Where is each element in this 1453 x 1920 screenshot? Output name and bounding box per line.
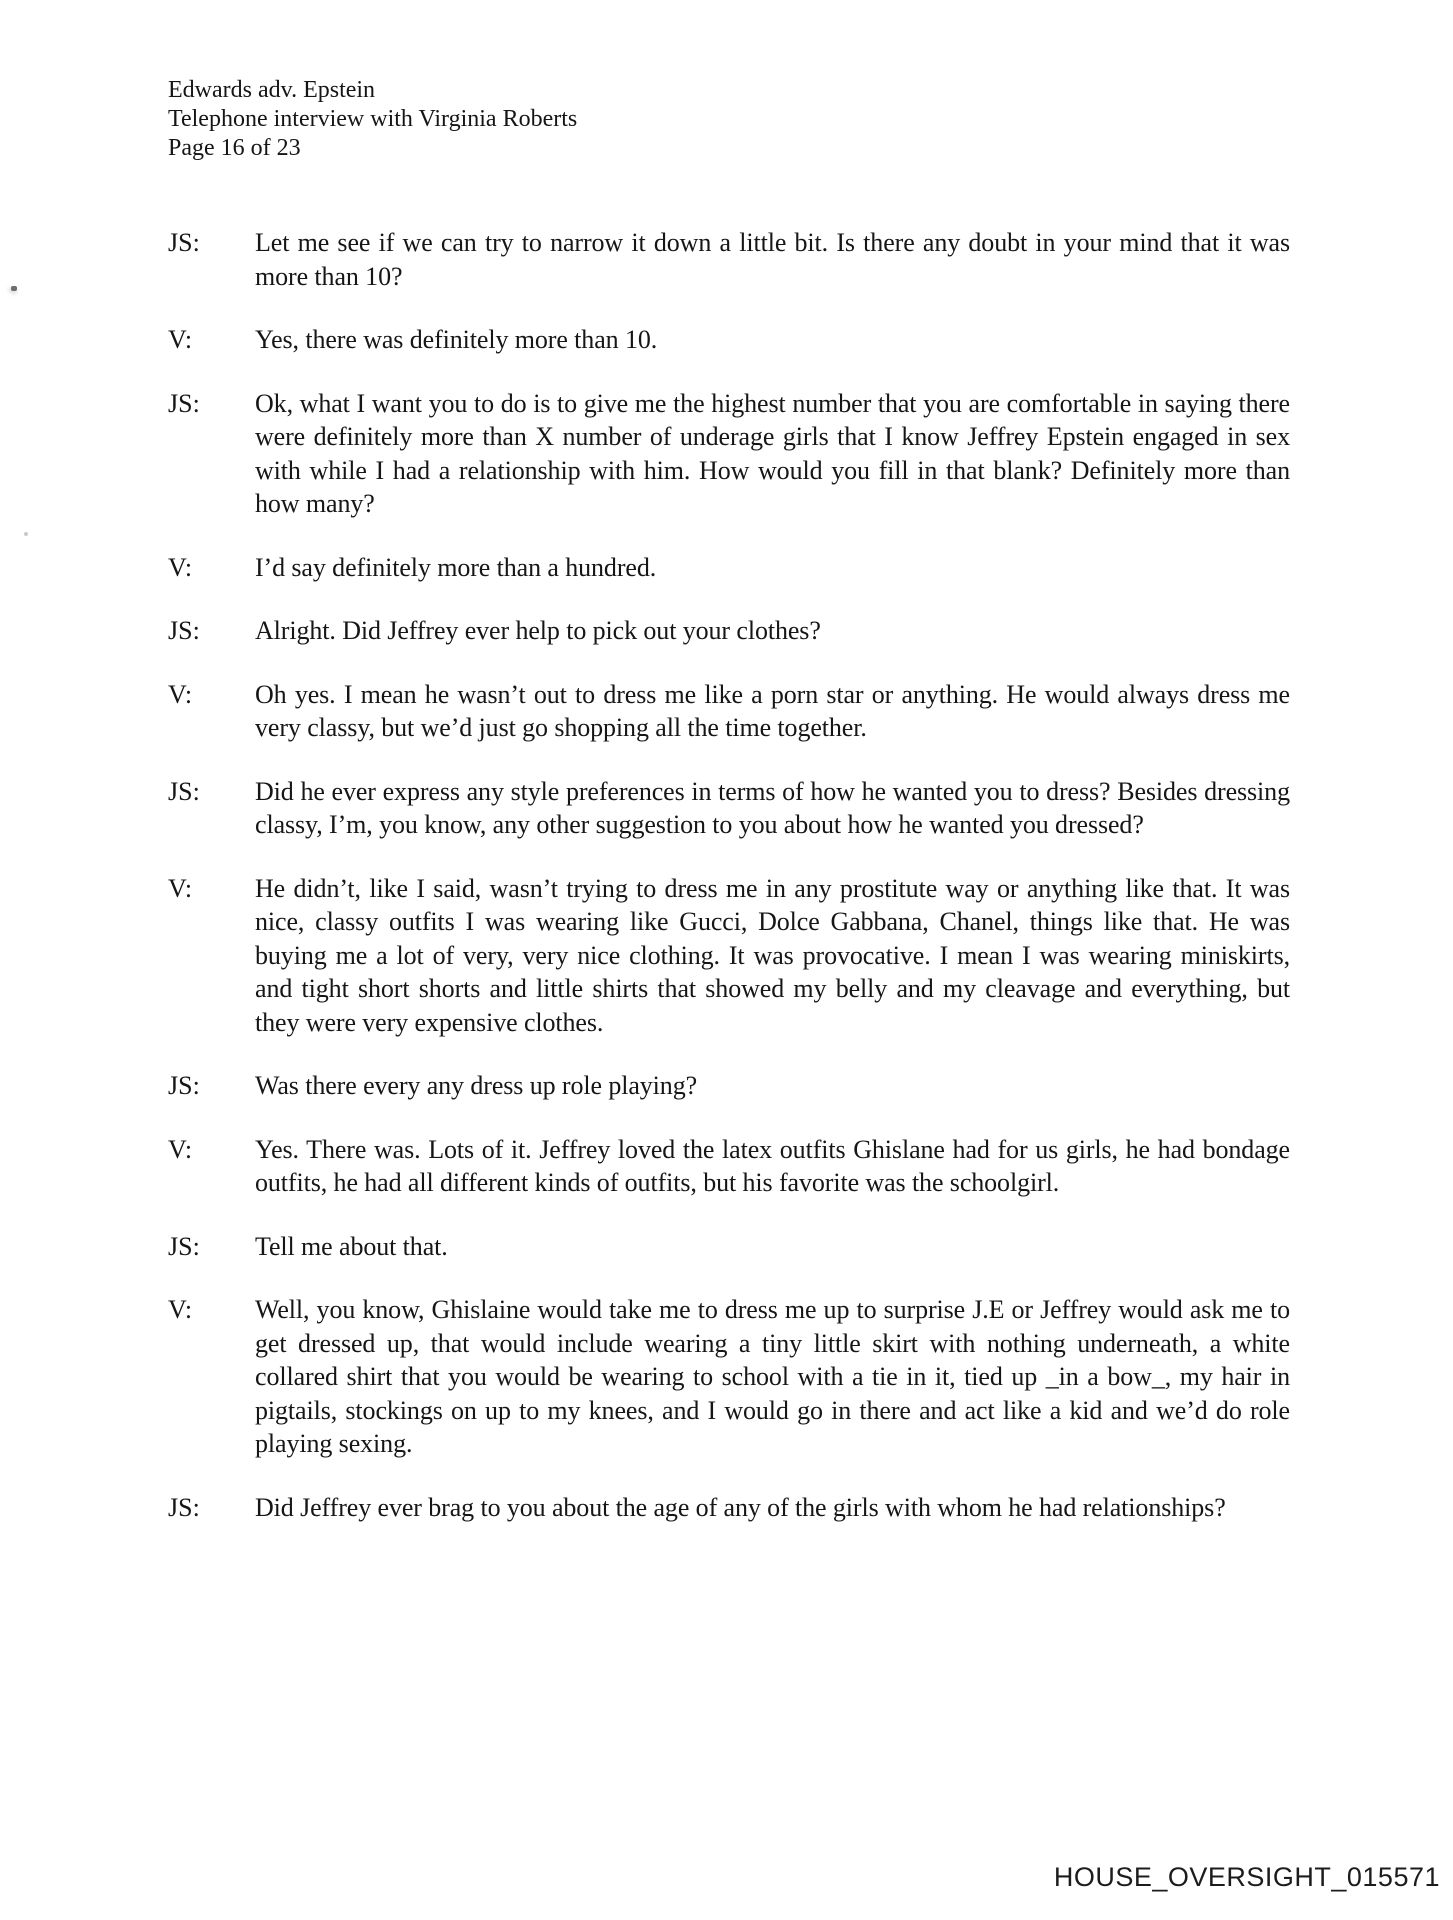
dialogue-row [168,551,1290,585]
dialogue-row [168,1230,1290,1264]
header-page-number: Page 16 of 23 [168,135,301,161]
speaker-utterance: Alright. Did Jeffrey ever help to pick out your clothes? [255,616,821,645]
scan-artifact-speck [24,532,28,536]
speaker-utterance: Tell me about that. [255,1231,448,1261]
speaker-utterance: Yes. There was. Lots of it. Jeffrey loved the latex outfits Ghislane had for us girls, he had bondage outfits, he had all different kinds of outfits, but his favorite was the schoolgirl. [255,1134,1290,1197]
speaker-utterance: Did he ever express any style preferences in terms of how he wanted you to dress? Besides dressing classy, I’m, you know, any other suggestion to you about how he wanted you dressed? [255,776,1290,839]
speaker-utterance: Yes, there was definitely more than 10. [255,325,658,354]
speaker-label: V: [168,1295,193,1324]
header-subtitle: Telephone interview with Virginia Roberts [168,106,578,132]
speaker-utterance: He didn’t, like I said, wasn’t trying to dress me in any prostitute way or anything like that. It was nice, classy outfits I was wearing like Gucci, Dolce Gabbana, Chanel, things like that. He was buying me a lot of very, very nice clothing. It was provocative. I mean I was wearing miniskirts, and tight short shorts and little shirts that showed my belly and my cleavage and everything, but they were very expensive clothes. [255,873,1290,1037]
dialogue-row [168,1069,1290,1103]
speaker-utterance: Oh yes. I mean he wasn’t out to dress me like a porn star or anything. He would always dress me very classy, but we’d just go shopping all the time together. [255,679,1290,742]
dialogue-row [168,226,1290,293]
speaker-utterance: Did Jeffrey ever brag to you about the age of any of the girls with whom he had relationships? [255,1492,1226,1522]
speaker-label: JS: [168,616,200,645]
dialogue-row [168,1491,1290,1525]
header-case-title: Edwards adv. Epstein [168,77,376,103]
speaker-label: V: [168,873,193,903]
speaker-label: V: [168,679,193,709]
dialogue-row [168,1133,1290,1200]
speaker-utterance: Well, you know, Ghislaine would take me to dress me up to surprise J.E or Jeffrey would ask me to get dressed up, that would include wearing a tiny little skirt with nothing underneath, a white collared shirt that you would be wearing to school with a tie in it, tied up _in a bow_, my hair in pigtails, stockings on up to my knees, and I would go in there and act like a kid and we’d do role playing sexing. [255,1295,1290,1458]
speaker-label: V: [168,325,193,354]
speaker-utterance: I’d say definitely more than a hundred. [255,552,657,582]
dialogue-row [168,614,1290,648]
dialogue-row [168,872,1290,1040]
speaker-label: JS: [168,1231,200,1261]
bates-number: HOUSE_OVERSIGHT_015571 [1053,1862,1440,1892]
dialogue-transcript [168,226,1290,1524]
speaker-label: JS: [168,1071,200,1100]
scan-artifact-speck [11,286,17,291]
speaker-label: JS: [168,1492,200,1522]
dialogue-row [168,678,1290,745]
dialogue-row [168,387,1290,521]
speaker-label: JS: [168,388,200,418]
speaker-utterance: Was there every any dress up role playing? [255,1071,698,1100]
speaker-label: V: [168,552,193,582]
dialogue-row [168,775,1290,842]
speaker-label: JS: [168,776,200,806]
document-header [168,0,1453,163]
speaker-utterance: Let me see if we can try to narrow it down a little bit. Is there any doubt in your mind that it was more than 10? [255,228,1290,291]
speaker-utterance: Ok, what I want you to do is to give me the highest number that you are comfortable in saying there were definitely more than X number of underage girls that I know Jeffrey Epstein engaged in sex with while I had a relationship with him. How would you fill in that blank? Definitely more than how many? [255,388,1290,518]
dialogue-row [168,323,1290,357]
speaker-label: V: [168,1134,193,1164]
speaker-label: JS: [168,228,200,257]
dialogue-row [168,1293,1290,1461]
